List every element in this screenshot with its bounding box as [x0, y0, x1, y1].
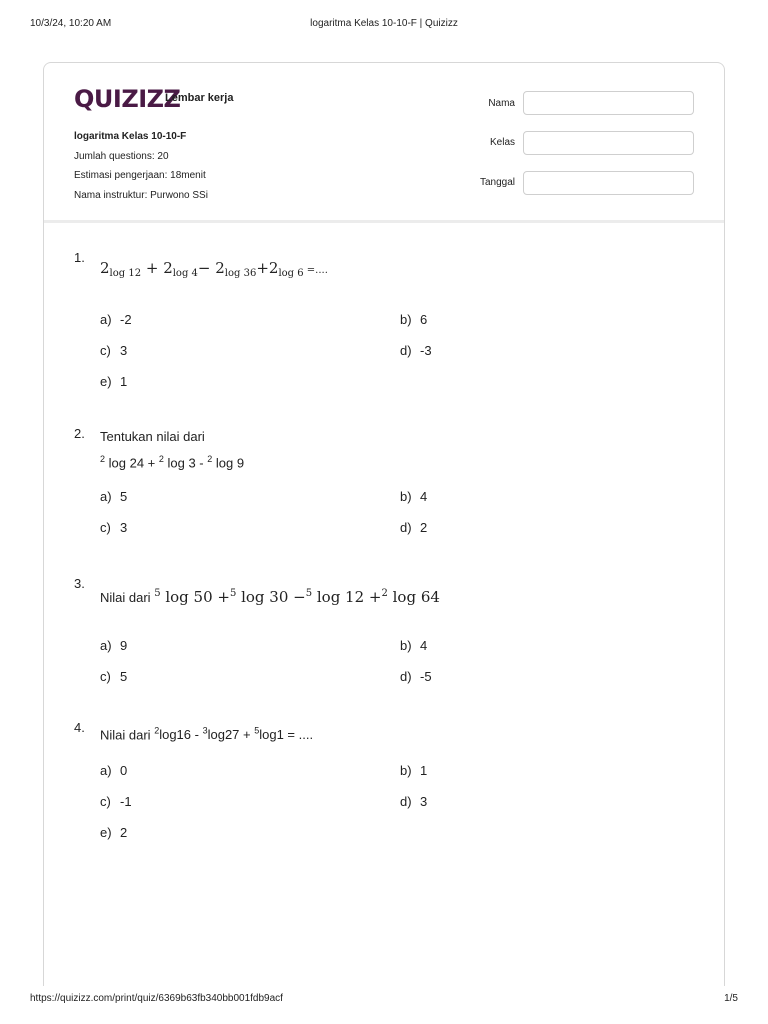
option-4c: c) -1 — [100, 794, 132, 809]
question-text: Nilai dari $^2$log16 - $^3$log27 + $^5$log1 = .... — [100, 726, 314, 743]
option-4b: b) 1 — [400, 763, 428, 778]
worksheet-header — [44, 63, 724, 223]
print-doc-title: logaritma Kelas 10-10-F | Quizizz — [310, 18, 458, 29]
question-text: Tentukan nilai dari $^2$ log 24 + $^2$ log 3 - $^2$ log 9 — [100, 426, 700, 474]
class-field[interactable] — [523, 131, 694, 155]
option-1d: d) -3 — [400, 343, 432, 358]
sheet-type-label: Lembar kerja — [165, 92, 234, 104]
quizizz-logo: QUIZIZZ — [74, 85, 181, 113]
option-4e: e) 2 — [100, 825, 128, 840]
print-header — [0, 18, 768, 32]
question-number: 1. — [74, 250, 85, 265]
option-2a: a) 5 — [100, 489, 128, 504]
instructor-name: Nama instruktur: Purwono SSi — [74, 189, 208, 201]
option-2b: b) 4 — [400, 489, 428, 504]
math-expression: $^5$ log 50 +$^5$ log 30 −$^5$ log 12 +$^2$ log 64 — [154, 588, 440, 606]
math-expression: $^2$log16 - $^3$log27 + $^5$log1 = .... — [154, 726, 314, 743]
option-1c: c) 3 — [100, 343, 128, 358]
option-3a: a) 9 — [100, 638, 128, 653]
option-2c: c) 3 — [100, 520, 128, 535]
option-1a: a) -2 — [100, 312, 132, 327]
question-number: 4. — [74, 720, 85, 735]
option-4d: d) 3 — [400, 794, 428, 809]
question-text — [100, 257, 700, 285]
question-number: 2. — [74, 426, 85, 441]
worksheet — [43, 62, 725, 986]
math-expression: $^2$ log 24 + $^2$ log 3 - $^2$ log 9 — [100, 454, 245, 471]
math-expression: $2_{log 12} + 2_{log 4}- 2_{log 36}+2_{log 6}$ =.... — [100, 259, 328, 279]
page-number: 1/5 — [724, 993, 738, 1004]
option-4a: a) 0 — [100, 763, 128, 778]
option-1b: b) 6 — [400, 312, 428, 327]
estimated-time: Estimasi pengerjaan: 18menit — [74, 170, 206, 181]
name-field[interactable] — [523, 91, 694, 115]
quiz-title: logaritma Kelas 10-10-F — [74, 131, 187, 142]
class-label: Kelas — [489, 137, 515, 148]
question-text: Nilai dari $^5$ log 50 +$^5$ log 30 −$^5$ log 12 +$^2$ log 64 — [100, 588, 440, 606]
option-3d: d) -5 — [400, 669, 432, 684]
quiz-meta — [74, 127, 208, 205]
name-label: Nama — [488, 98, 515, 109]
option-2d: d) 2 — [400, 520, 428, 535]
date-field[interactable] — [523, 171, 694, 195]
option-1e: e) 1 — [100, 374, 128, 389]
question-count: Jumlah questions: 20 — [74, 150, 169, 162]
print-url: https://quizizz.com/print/quiz/6369b63fb340bb001fdb9acf — [30, 993, 283, 1004]
date-label: Tanggal — [479, 177, 515, 188]
option-3b: b) 4 — [400, 638, 428, 653]
question-number: 3. — [74, 576, 85, 591]
option-3c: c) 5 — [100, 669, 128, 684]
print-datetime: 10/3/24, 10:20 AM — [30, 18, 112, 29]
